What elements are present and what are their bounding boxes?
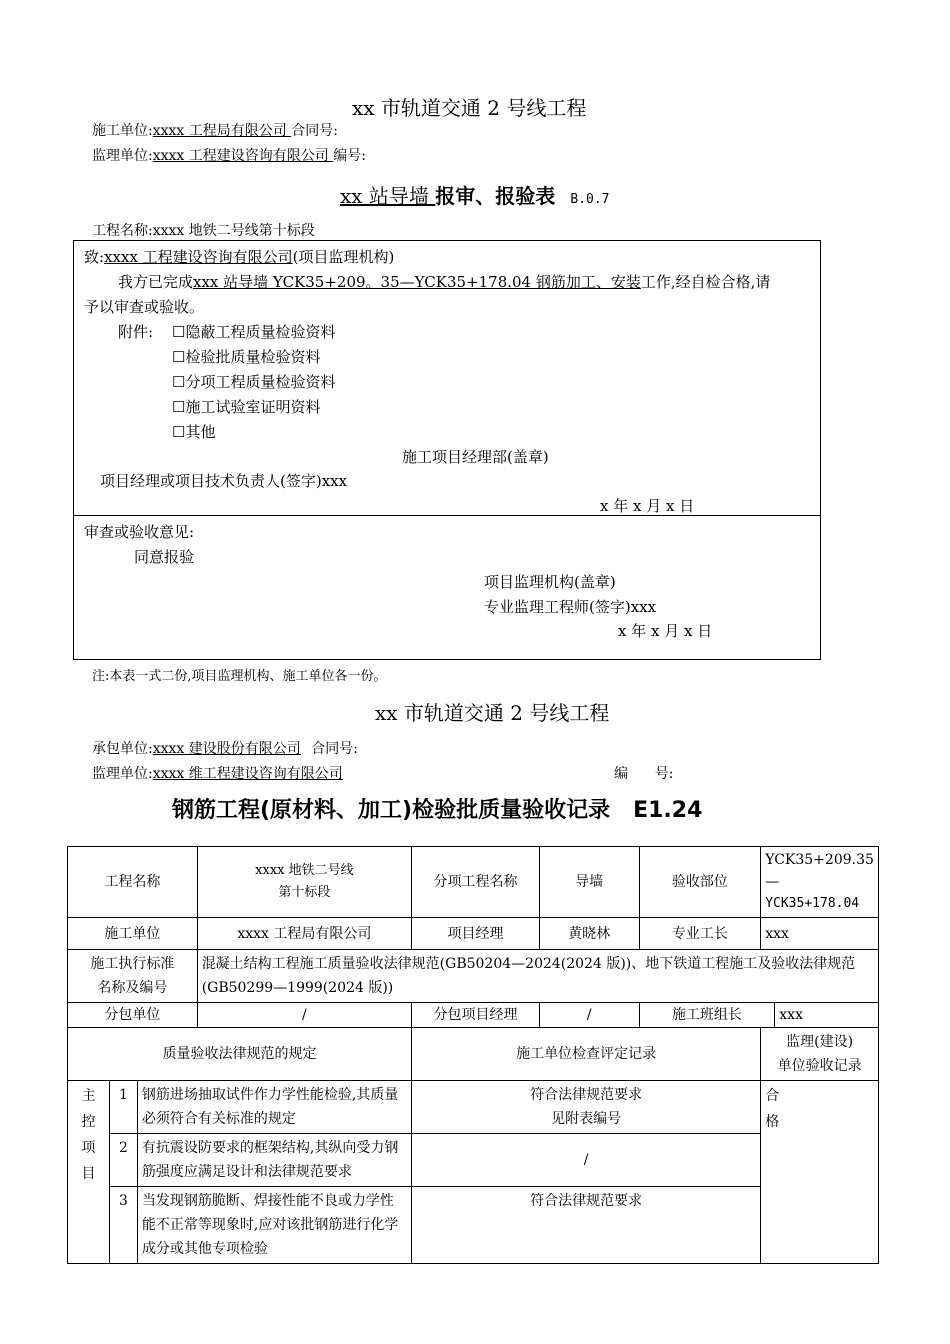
form1-date1: x 年 x 月 x 日 bbox=[600, 497, 695, 515]
form1-to-suffix: (项目监理机构) bbox=[292, 248, 395, 266]
form2-serial-label: 编 号: bbox=[614, 766, 674, 782]
inspect-part-value-line1: YCK35+209.35— bbox=[765, 852, 874, 890]
main-control-char-2: 控 bbox=[81, 1114, 96, 1130]
form1-review-label: 审查或验收意见: bbox=[84, 523, 195, 541]
cell-constructor-label: 施工单位 bbox=[68, 918, 198, 950]
cell-row-spec: 钢筋进场抽取试件作力学性能检验,其质量必须符合有关标准的规定 bbox=[137, 1081, 411, 1134]
table-row bbox=[68, 1134, 879, 1187]
form1-body-work: xxx 站导墙 YCK35+209。35—YCK35+178.04 钢筋加工、安装 bbox=[193, 273, 641, 291]
cell-foreman-value: xxx bbox=[761, 918, 879, 950]
form2-supervisor-line bbox=[92, 763, 343, 783]
form1-project-name-label: 工程名称: bbox=[92, 223, 153, 239]
form1-contractor-label: 施工单位: bbox=[92, 123, 153, 139]
form1-dept-seal: 施工项目经理部(盖章) bbox=[402, 448, 549, 466]
form1-review-value: 同意报验 bbox=[134, 548, 195, 566]
standard-label-line1: 施工执行标准 bbox=[90, 956, 175, 972]
form1-date2: x 年 x 月 x 日 bbox=[618, 622, 713, 640]
cell-sub-project-label: 分项工程名称 bbox=[412, 847, 540, 918]
cell-pm-value: 黄晓林 bbox=[539, 918, 639, 950]
cell-col-supervision bbox=[761, 1028, 879, 1081]
form2-contractor-line bbox=[92, 738, 358, 758]
main-control-char-3: 项 bbox=[81, 1140, 96, 1156]
form1-attachment-5: ☐其他 bbox=[172, 423, 216, 441]
table-row bbox=[68, 1028, 879, 1081]
form1-to-value: xxxx 工程建设咨询有限公司 bbox=[104, 248, 293, 266]
cell-row-check: / bbox=[412, 1134, 761, 1187]
cell-inspect-part-value bbox=[761, 847, 879, 918]
cell-row-check bbox=[412, 1081, 761, 1134]
table-row bbox=[68, 1003, 879, 1028]
form1-body-line2: 予以审查或验收。 bbox=[84, 298, 205, 316]
form2-contractor-value: xxxx 建设股份有限公司 bbox=[152, 741, 301, 757]
form1-project-name bbox=[92, 220, 315, 240]
cell-subcontractor-label: 分包单位 bbox=[68, 1003, 198, 1028]
cell-project-name-value bbox=[197, 847, 411, 918]
row-check-line1: 符合法律规范要求 bbox=[530, 1087, 643, 1103]
form1-supervisor-value: xxxx 工程建设咨询有限公司 bbox=[152, 148, 334, 164]
cell-team-leader-label: 施工班组长 bbox=[639, 1003, 775, 1028]
cell-col-spec: 质量验收法律规范的规定 bbox=[68, 1028, 412, 1081]
table-row bbox=[68, 847, 879, 918]
form1-attachment-4: ☐施工试验室证明资料 bbox=[172, 398, 321, 416]
cell-row-no: 1 bbox=[109, 1081, 137, 1134]
cell-result bbox=[761, 1081, 879, 1264]
cell-standard-label bbox=[68, 950, 198, 1003]
form1-manager-sign: 项目经理或项目技术负责人(签字)xxx bbox=[100, 472, 348, 490]
cell-pm-label: 项目经理 bbox=[412, 918, 540, 950]
col-supervision-line2: 单位验收记录 bbox=[777, 1058, 862, 1074]
standard-label-line2: 名称及编号 bbox=[97, 980, 168, 996]
form2-supervisor-value: xxxx 维工程建设咨询有限公司 bbox=[152, 766, 343, 782]
table-row bbox=[68, 918, 879, 950]
cell-sub-pm-value: / bbox=[539, 1003, 639, 1028]
main-control-char-4: 目 bbox=[81, 1166, 96, 1182]
cell-col-check: 施工单位检查评定记录 bbox=[412, 1028, 761, 1081]
form1-title-main: 报审、报验表 bbox=[435, 184, 556, 208]
form2-contract-no-label: 合同号: bbox=[311, 741, 358, 757]
form1-title-prefix: xx 站导墙 bbox=[340, 184, 436, 208]
cell-constructor-value: xxxx 工程局有限公司 bbox=[197, 918, 411, 950]
cell-row-no: 2 bbox=[109, 1134, 137, 1187]
table-row bbox=[68, 1187, 879, 1264]
form1-supervisor-line bbox=[92, 145, 366, 165]
form1-engineer-sign: 专业监理工程师(签字)xxx bbox=[484, 598, 657, 616]
result-char-1: 合 bbox=[765, 1088, 780, 1104]
cell-project-name-label: 工程名称 bbox=[68, 847, 198, 918]
form1-supervision-seal: 项目监理机构(盖章) bbox=[484, 573, 616, 591]
form1-attachment-2: ☐检验批质量检验资料 bbox=[172, 348, 321, 366]
cell-subcontractor-value: / bbox=[197, 1003, 411, 1028]
form1-contract-no-label: 合同号: bbox=[291, 123, 338, 139]
form1-body-prefix: 我方已完成 bbox=[118, 273, 194, 291]
form1-form-code: B.0.7 bbox=[570, 192, 610, 207]
cell-team-leader-value: xxx bbox=[775, 1003, 879, 1028]
cell-row-spec: 有抗震设防要求的框架结构,其纵向受力钢筋强度应满足设计和法律规范要求 bbox=[137, 1134, 411, 1187]
inspection-table bbox=[67, 846, 879, 1264]
form1-contractor-line bbox=[92, 120, 338, 140]
form1-title bbox=[340, 180, 610, 209]
cell-inspect-part-label: 验收部位 bbox=[639, 847, 761, 918]
table-row bbox=[68, 950, 879, 1003]
form1-to-label: 致: bbox=[84, 248, 105, 266]
form1-project-name-value: xxxx 地铁二号线第十标段 bbox=[152, 223, 315, 239]
cell-standard-value: 混凝土结构工程施工质量验收法律规范(GB50204—2024(2024 版))、地下铁道工程施工及验收法律规范(GB50299—1999(2024 版)) bbox=[197, 950, 878, 1003]
project-name-value-line1: xxxx 地铁二号线 bbox=[255, 863, 354, 878]
cell-row-check: 符合法律规范要求 bbox=[412, 1187, 761, 1264]
form1-attach-label: 附件: bbox=[118, 323, 154, 341]
form2-contractor-label: 承包单位: bbox=[92, 741, 153, 757]
result-char-2: 格 bbox=[765, 1114, 780, 1130]
form1-project-title: xx 市轨道交通 2 号线工程 bbox=[352, 96, 587, 120]
form1-to-line bbox=[84, 246, 394, 267]
form2-supervisor-label: 监理单位: bbox=[92, 766, 153, 782]
form1-attachment-3: ☐分项工程质量检验资料 bbox=[172, 373, 336, 391]
col-supervision-line1: 监理(建设) bbox=[786, 1034, 854, 1050]
form1-attachment-1: ☐隐蔽工程质量检验资料 bbox=[172, 323, 336, 341]
form1-body-suffix: 工作,经自检合格,请 bbox=[640, 273, 771, 291]
cell-sub-pm-label: 分包项目经理 bbox=[412, 1003, 540, 1028]
form1-contractor-value: xxxx 工程局有限公司 bbox=[152, 123, 292, 139]
project-name-value-line2: 第十标段 bbox=[278, 885, 331, 900]
cell-row-spec: 当发现钢筋脆断、焊接性能不良或力学性能不正常等现象时,应对该批钢筋进行化学成分或其他专项检验 bbox=[137, 1187, 411, 1264]
form1-divider bbox=[73, 515, 820, 516]
form1-serial-label: 编号: bbox=[333, 148, 366, 164]
form1-note: 注:本表一式二份,项目监理机构、施工单位各一份。 bbox=[92, 669, 387, 684]
main-control-char-1: 主 bbox=[81, 1088, 96, 1104]
form1-supervisor-label: 监理单位: bbox=[92, 148, 153, 164]
cell-foreman-label: 专业工长 bbox=[639, 918, 761, 950]
form1-body-line1 bbox=[118, 271, 770, 292]
inspect-part-value-line2: YCK35+178.04 bbox=[765, 896, 860, 911]
cell-sub-project-value: 导墙 bbox=[539, 847, 639, 918]
cell-main-control bbox=[68, 1081, 110, 1264]
form2-project-title: xx 市轨道交通 2 号线工程 bbox=[375, 701, 610, 725]
cell-row-no: 3 bbox=[109, 1187, 137, 1264]
form2-title: 钢筋工程(原材料、加工)检验批质量验收记录 E1.24 bbox=[172, 798, 703, 823]
table-row bbox=[68, 1081, 879, 1134]
row-check-line2: 见附表编号 bbox=[551, 1111, 622, 1127]
